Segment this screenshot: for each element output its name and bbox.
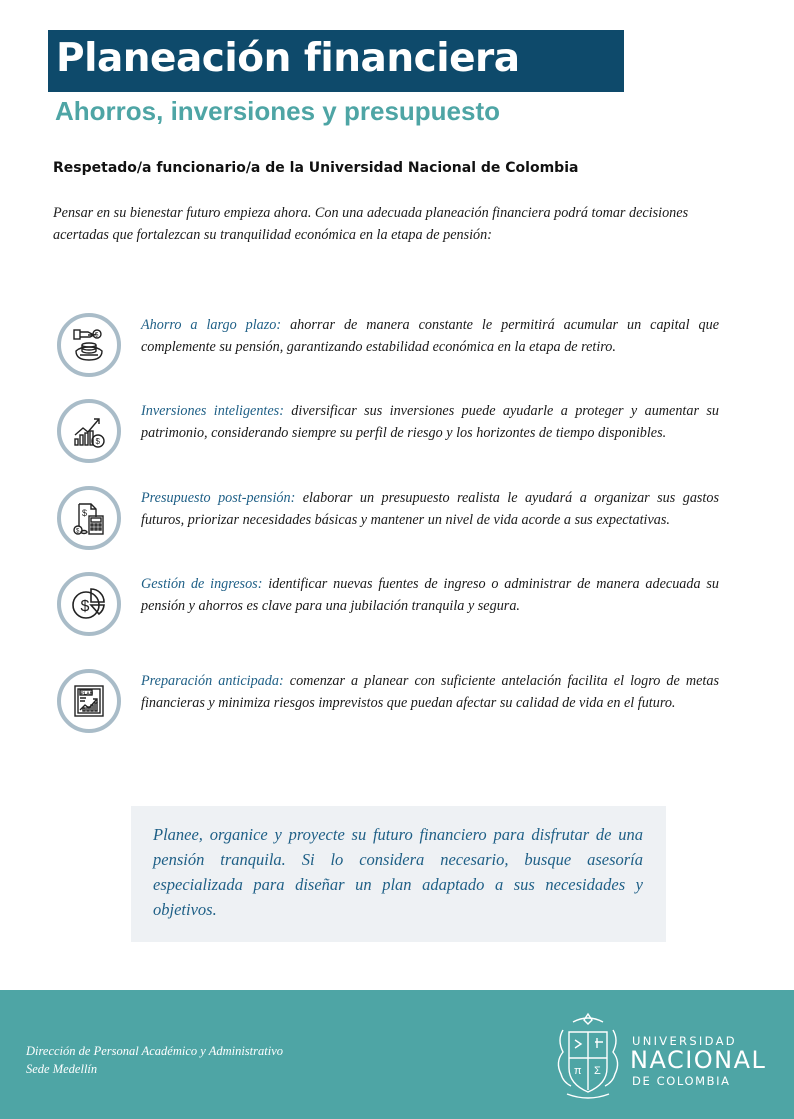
- savings-hand-coins-icon: [57, 313, 121, 377]
- budget-calculator-icon: [57, 486, 121, 550]
- page-title: Planeación financiera: [56, 36, 520, 81]
- item-title: Preparación anticipada:: [141, 673, 284, 689]
- item-description: ahorrar de manera constante le permitirá acumular un capital que complemente su pensión, garantizando estabilidad económica en la etapa de retiro.: [141, 317, 719, 355]
- greeting: Respetado/a funcionario/a de la Universidad Nacional de Colombia: [53, 160, 579, 176]
- item-description: comenzar a planear con suficiente antelación facilita el logro de metas financieras y minimiza riesgos imprevistos que puedan afectar su calidad de vida en el futuro.: [141, 673, 719, 711]
- svg-text:PLAN: PLAN: [80, 690, 94, 696]
- growth-chart-icon: [57, 399, 121, 463]
- item-title: Presupuesto post-pensión:: [141, 490, 296, 506]
- item-title: Inversiones inteligentes:: [141, 403, 284, 419]
- svg-text:$: $: [80, 598, 90, 615]
- item-title: Ahorro a largo plazo:: [141, 317, 282, 333]
- callout-text: Planee, organice y proyecte su futuro financiero para disfrutar de una pensión tranquila. Si lo considera necesario, busque asesoría especializada para diseñar un plan adaptado a sus necesidades y objetivos.: [153, 825, 643, 919]
- income-pie-chart-icon: [57, 572, 121, 636]
- logo-text-main: NACIONAL: [630, 1046, 767, 1074]
- university-seal-logo: [553, 1010, 623, 1100]
- callout-box: [131, 806, 666, 942]
- svg-text:$: $: [82, 508, 88, 518]
- item-description: identificar nuevas fuentes de ingreso o administrar de manera adecuada su pensión y ahorros es clave para una jubilación tranquila y segura.: [141, 576, 719, 614]
- list-item-inversiones: [57, 399, 719, 479]
- footer-department: Dirección de Personal Académico y Administrativo: [26, 1044, 284, 1058]
- list-item-ingresos: [57, 572, 719, 652]
- item-description: elaborar un presupuesto realista le ayudará a organizar sus gastos futuros, priorizar necesidades básicas y mantener un nivel de vida acorde a sus expectativas.: [141, 490, 719, 528]
- intro-paragraph: Pensar en su bienestar futuro empieza ahora. Con una adecuada planeación financiera podrá tomar decisiones acertadas que fortalezcan su tranquilidad económica en la etapa de pensión:: [53, 205, 689, 243]
- list-item-ahorro: [57, 313, 719, 393]
- svg-text:$: $: [95, 332, 99, 339]
- svg-text:Σ: Σ: [594, 1065, 601, 1077]
- list-item-preparacion: [57, 669, 719, 749]
- title-bar: [48, 30, 624, 92]
- logo-text-top: UNIVERSIDAD: [632, 1034, 737, 1048]
- page-subtitle: Ahorros, inversiones y presupuesto: [55, 96, 501, 126]
- footer: [0, 990, 794, 1119]
- list-item-presupuesto: [57, 486, 719, 566]
- logo-text-bottom: DE COLOMBIA: [632, 1074, 731, 1088]
- item-description: diversificar sus inversiones puede ayudarle a proteger y aumentar su patrimonio, considerando siempre su perfil de riesgo y los horizontes de tiempo disponibles.: [141, 403, 719, 441]
- svg-text:$: $: [95, 437, 100, 446]
- item-title: Gestión de ingresos:: [141, 576, 263, 592]
- svg-text:π: π: [574, 1065, 582, 1077]
- footer-campus: Sede Medellín: [26, 1062, 98, 1076]
- svg-text:$: $: [76, 528, 80, 535]
- plan-board-icon: [57, 669, 121, 733]
